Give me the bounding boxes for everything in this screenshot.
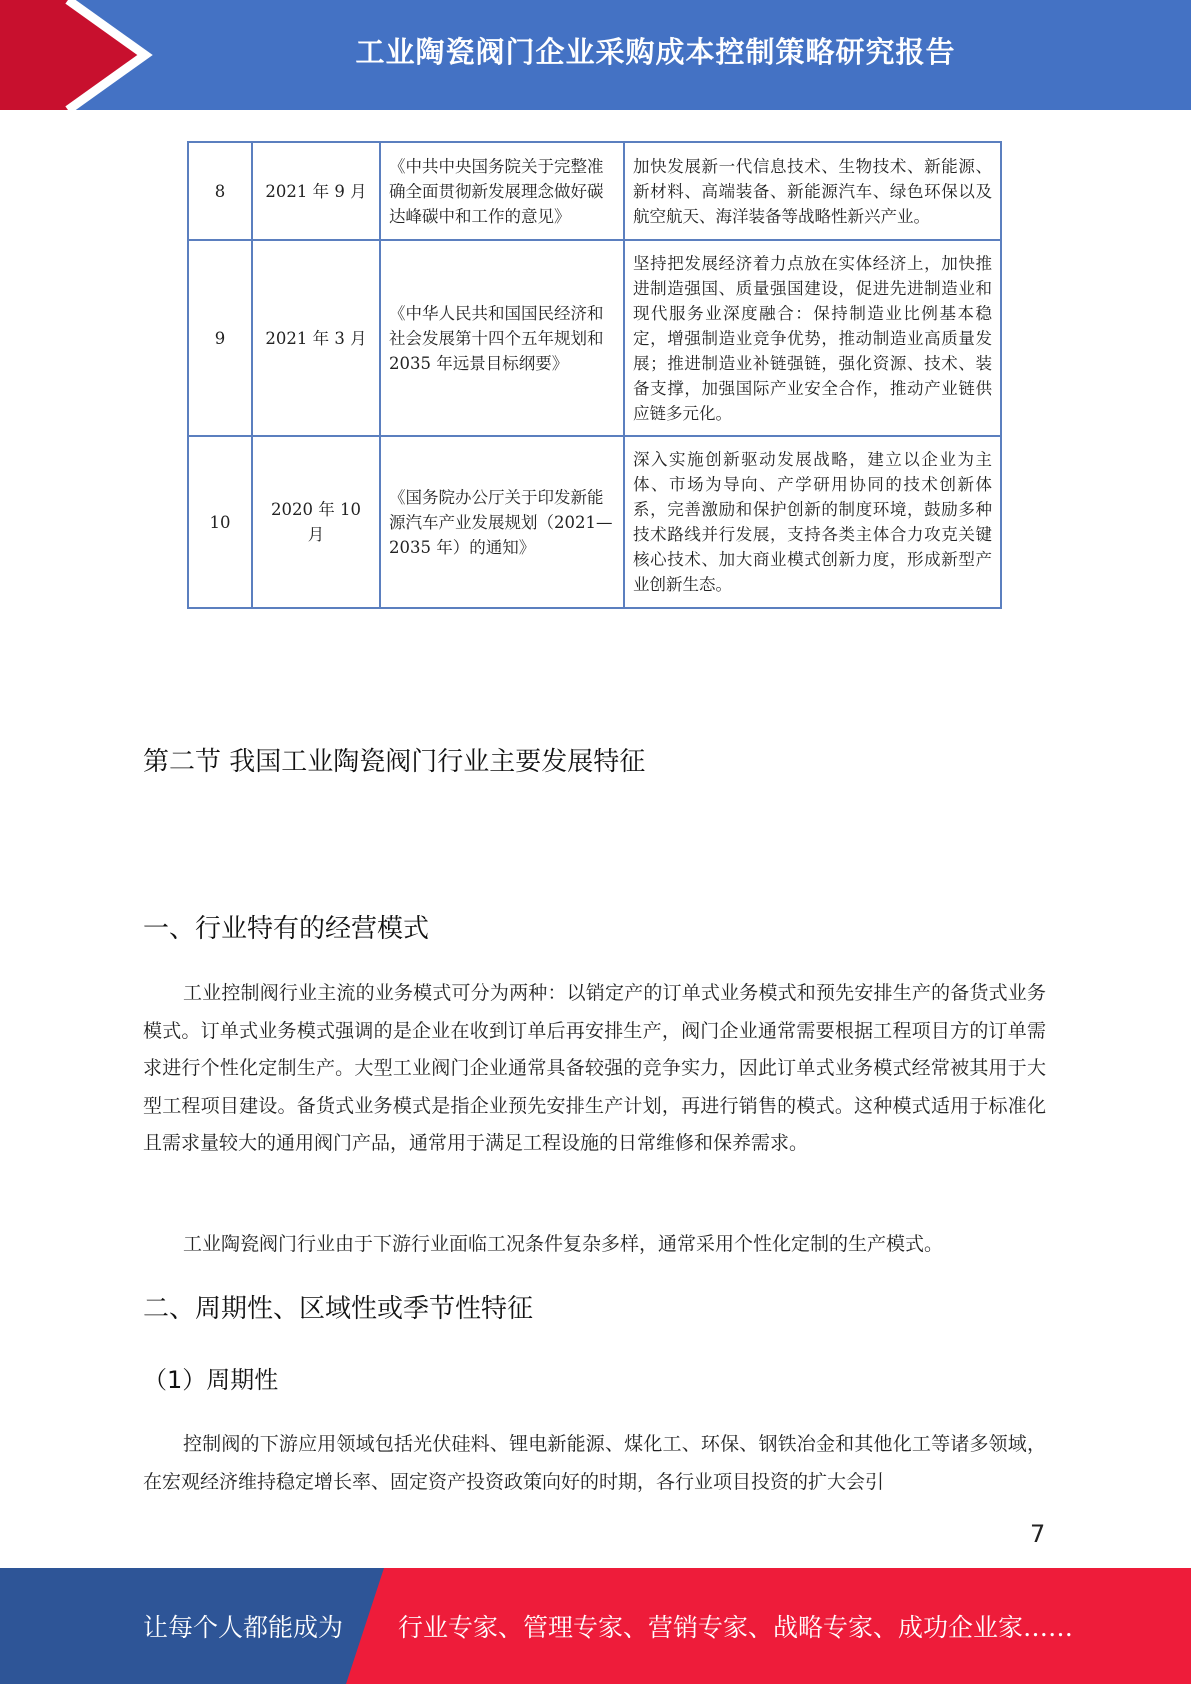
footer-slogan-left: 让每个人都能成为 [143,1613,344,1642]
heading-business-model: 一、行业特有的经营模式 [143,914,430,944]
heading-cyclicality: 二、周期性、区域性或季节性特征 [143,1294,534,1324]
page-number: 7 [1030,1520,1046,1548]
row-date: 2020 年 10 月 [252,436,380,608]
row-index: 9 [188,240,252,436]
paragraph-business-model: 工业控制阀行业主流的业务模式可分为两种：以销定产的订单式业务模式和预先安排生产的备货式业务模式。订单式业务模式强调的是企业在收到订单后再安排生产，阀门企业通常需要根据工程项目方的订单需求进行个性化定制生产。大型工业阀门企业通常具备较强的竞争实力，因此订单式业务模式经常被其用于大型工程项目建设。备货式业务模式是指企业预先安排生产计划，再进行销售的模式。这种模式适用于标准化且需求量较大的通用阀门产品，通常用于满足工程设施的日常维修和保养需求。 [143,982,1046,1154]
row-content: 加快发展新一代信息技术、生物技术、新能源、新材料、高端装备、新能源汽车、绿色环保以及航空航天、海洋装备等战略性新兴产业。 [624,142,1001,240]
row-content: 坚持把发展经济着力点放在实体经济上，加快推进制造强国、质量强国建设，促进先进制造业和现代服务业深度融合：保持制造业比例基本稳定，增强制造业竞争优势，推动制造业高质量发展；推进制造业补链强链，强化资源、技术、装备支撑，加强国际产业安全合作，推动产业链供应链多元化。 [624,240,1001,436]
paragraph-custom-production: 工业陶瓷阀门行业由于下游行业面临工况条件复杂多样，通常采用个性化定制的生产模式。 [183,1233,944,1255]
page-footer [0,1568,1191,1684]
subheading-periodicity: （1）周期性 [143,1366,279,1394]
row-document: 《国务院办公厅关于印发新能源汽车产业发展规划（2021—2035 年）的通知》 [380,436,624,608]
row-document: 《中共中央国务院关于完整准确全面贯彻新发展理念做好碳达峰碳中和工作的意见》 [380,142,624,240]
page-header [0,0,1191,110]
policy-table [187,141,1002,609]
footer-slogan-right: 行业专家、管理专家、营销专家、战略专家、成功企业家…… [398,1613,1074,1642]
table-row [188,240,1001,436]
header-title: 工业陶瓷阀门企业采购成本控制策略研究报告 [355,35,956,69]
row-date: 2021 年 9 月 [252,142,380,240]
paragraph-periodicity: 控制阀的下游应用领域包括光伏硅料、锂电新能源、煤化工、环保、钢铁冶金和其他化工等诸多领域，在宏观经济维持稳定增长率、固定资产投资政策向好的时期，各行业项目投资的扩大会引 [143,1433,1046,1493]
row-date: 2021 年 3 月 [252,240,380,436]
row-index: 8 [188,142,252,240]
table-row [188,142,1001,240]
table-row [188,436,1001,608]
row-document: 《中华人民共和国国民经济和社会发展第十四个五年规划和 2035 年远景目标纲要》 [380,240,624,436]
row-index: 10 [188,436,252,608]
row-content: 深入实施创新驱动发展战略，建立以企业为主体、市场为导向、产学研用协同的技术创新体系，完善激励和保护创新的制度环境，鼓励多种技术路线并行发展，支持各类主体合力攻克关键核心技术、加大商业模式创新力度，形成新型产业创新生态。 [624,436,1001,608]
section-title: 第二节 我国工业陶瓷阀门行业主要发展特征 [143,747,646,777]
